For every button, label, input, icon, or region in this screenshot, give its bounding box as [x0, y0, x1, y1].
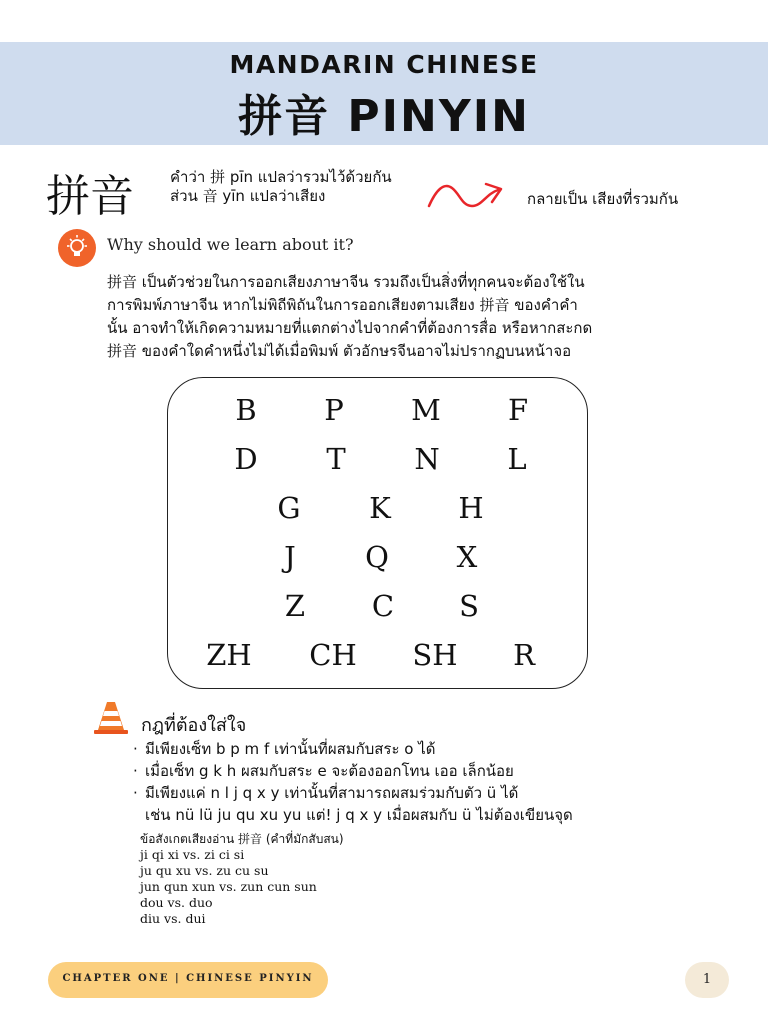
- initial-letter: P: [324, 393, 344, 427]
- chapter-footer: [48, 962, 328, 998]
- initial-letter: C: [371, 589, 395, 623]
- rules-list: [133, 738, 573, 826]
- rule-text: เมื่อเซ็ท g k h ผสมกับสระ e จะต้องออกโทน เออ เล็กน้อย: [145, 762, 514, 780]
- paragraph-line: 拼音 เป็นตัวช่วยในการออกเสียงภาษาจีน รวมถึงเป็นสิ่งที่ทุกคนจะต้องใช้ใน: [107, 273, 585, 291]
- paragraph-line: นั้น อาจทำให้เกิดความหมายที่แตกต่างไปจากคำที่ต้องการสื่อ หรือหากสะกด: [107, 319, 593, 337]
- initial-letter: SH: [412, 638, 458, 672]
- initial-letter: S: [459, 589, 479, 623]
- lightbulb-icon: [58, 229, 96, 267]
- initial-letter: R: [513, 638, 535, 672]
- note-line: ji qi xi vs. zi ci si: [140, 847, 245, 862]
- note-line: dou vs. duo: [140, 895, 213, 910]
- initial-letter: K: [369, 491, 391, 525]
- initial-letter: CH: [309, 638, 357, 672]
- list-item: [133, 760, 573, 782]
- initial-letter: X: [456, 540, 478, 574]
- initial-letter: B: [235, 393, 257, 427]
- initial-letter: F: [507, 393, 529, 427]
- pinyin-hanzi-word: 拼音: [46, 171, 134, 222]
- page-subtitle: 拼音 PINYIN: [238, 91, 530, 142]
- note-line: jun qun xun vs. zun cun sun: [140, 879, 317, 894]
- initial-letter: G: [277, 491, 301, 525]
- initial-letter: N: [414, 442, 440, 476]
- note-line: ju qu xu vs. zu cu su: [140, 863, 269, 878]
- initial-letter: ZH: [206, 638, 252, 672]
- initial-letter: Q: [365, 540, 389, 574]
- rule-text: มีเพียงแค่ n l j q x y เท่านั้นที่สามารถผสมร่วมกับตัว ü ได้: [145, 784, 519, 802]
- meaning-line-yin: ส่วน 音 yīn แปลว่าเสียง: [170, 187, 326, 205]
- initial-letter: Z: [284, 589, 306, 623]
- bullet: ·: [133, 762, 138, 780]
- traffic-cone-icon: [92, 700, 130, 736]
- bullet: ·: [133, 784, 138, 802]
- chapter-label: CHAPTER ONE | CHINESE PINYIN: [62, 973, 314, 984]
- paragraph-line: 拼音 ของคำใดคำหนึ่งไม่ได้เมื่อพิมพ์ ตัวอักษรจีนอาจไม่ปรากฏบนหน้าจอ: [107, 342, 572, 360]
- rule-text: มีเพียงเซ็ท b p m f เท่านั้นที่ผสมกับสระ o ได้: [145, 740, 436, 758]
- page-title: MANDARIN CHINESE: [229, 50, 539, 79]
- rule-text: เช่น nü lü ju qu xu yu แต่! j q x y เมื่อผสมกับ ü ไม่ต้องเขียนจุด: [145, 806, 573, 824]
- header-banner: [0, 42, 768, 145]
- list-item: [133, 738, 573, 760]
- initial-letter: L: [507, 442, 527, 476]
- becomes-text: กลายเป็น เสียงที่รวมกัน: [527, 190, 679, 208]
- page-number: 1: [702, 972, 712, 987]
- initial-letter: D: [234, 442, 258, 476]
- paragraph-line: การพิมพ์ภาษาจีน หากไม่พิถีพิถันในการออกเสียงตามเสียง 拼音 ของคำคำ: [107, 296, 578, 314]
- note-line: diu vs. dui: [140, 911, 206, 926]
- list-item: [133, 782, 573, 804]
- initial-letter: H: [458, 491, 484, 525]
- why-paragraph: [107, 271, 667, 363]
- initial-letter: T: [326, 442, 346, 476]
- notes-block: [140, 831, 344, 927]
- page-number-badge: [685, 962, 729, 998]
- bullet: ·: [133, 740, 138, 758]
- list-item-continuation: [133, 804, 573, 826]
- meaning-line-pin: คำว่า 拼 pīn แปลว่ารวมไว้ด้วยกัน: [170, 168, 392, 186]
- pinyin-meaning: [170, 168, 392, 206]
- initial-letter: J: [284, 540, 296, 574]
- why-question: Why should we learn about it?: [107, 235, 354, 254]
- notes-heading: ข้อสังเกตเสียงอ่าน 拼音 (คำที่มักสับสน): [140, 832, 344, 846]
- rules-title: กฎที่ต้องใส่ใจ: [141, 715, 247, 736]
- squiggle-arrow-icon: [426, 178, 508, 212]
- initial-letter: M: [411, 393, 441, 427]
- initials-box: [167, 377, 588, 689]
